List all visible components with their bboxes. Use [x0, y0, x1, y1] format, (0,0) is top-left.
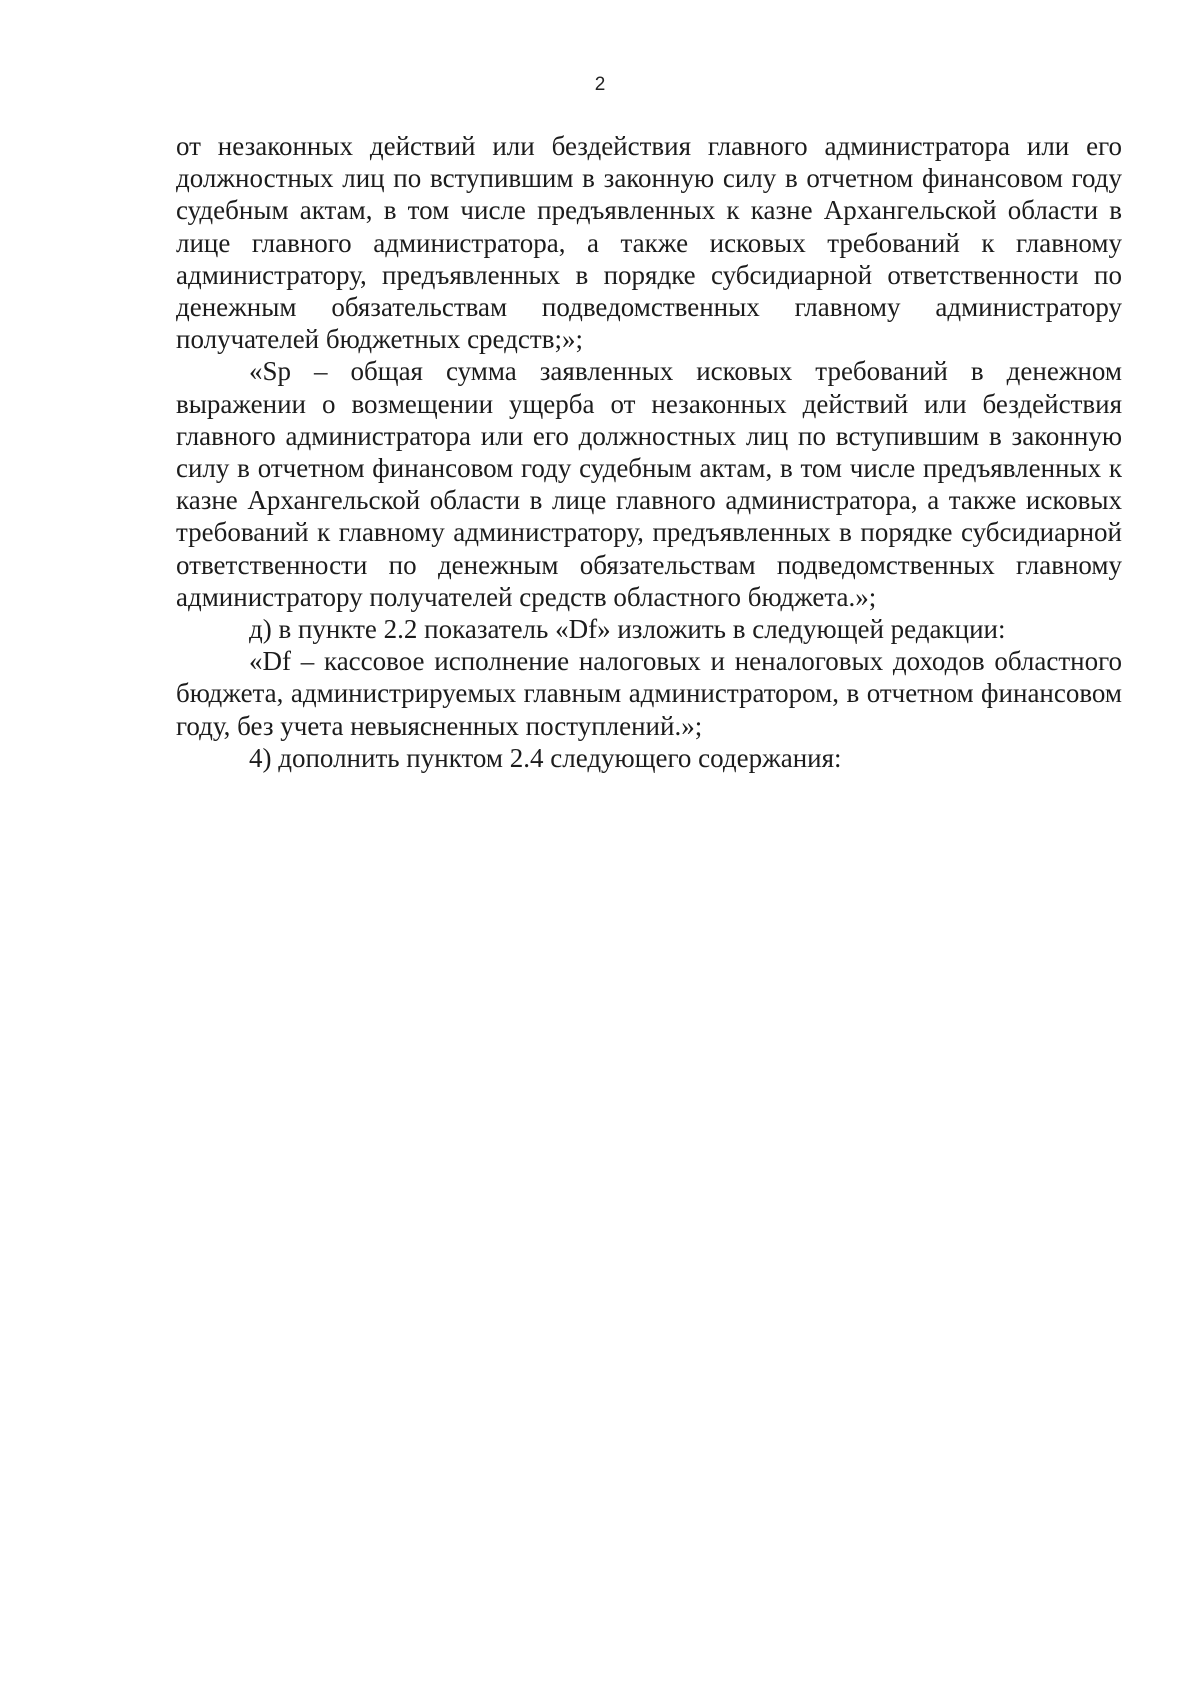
paragraph-item-4: 4) дополнить пунктом 2.4 следующего содержания: [249, 742, 842, 773]
document-body [176, 130, 1122, 774]
page-number: 2 [594, 74, 606, 95]
paragraph-sp-definition: «Sp – общая сумма заявленных исковых требований в денежном выражении о возмещении ущерба от незаконных действий или бездействия главного администратора или его должностных лиц по вступившим в законную силу в отчетном финансовом году судебным актам, в том числе предъявленных к казне Архангельской области в лице главного администратора, а также исковых требований к главному администратору, предъявленных в порядке субсидиарной ответственности по денежным обязательствам подведомственных главному администратору получателей средств областного бюджета.»; [176, 356, 1122, 612]
paragraph-item-d: д) в пункте 2.2 показатель «Df» изложить в следующей редакции: [249, 614, 1006, 645]
paragraph-continuation: от незаконных действий или бездействия главного администратора или его должностных лиц по вступившим в законную силу в отчетном финансовом году судебным актам, в том числе предъявленных к казне Архангельской области в лице главного администратора, а также исковых требований к главному администратору, предъявленных в порядке субсидиарной ответственности по денежным обязательствам подведомственных главному администратору получателей бюджетных средств;»; [176, 131, 1122, 355]
paragraph-df-definition: «Df – кассовое исполнение налоговых и неналоговых доходов областного бюджета, администрируемых главным администратором, в отчетном финансовом году, без учета невыясненных поступлений.»; [176, 646, 1122, 741]
